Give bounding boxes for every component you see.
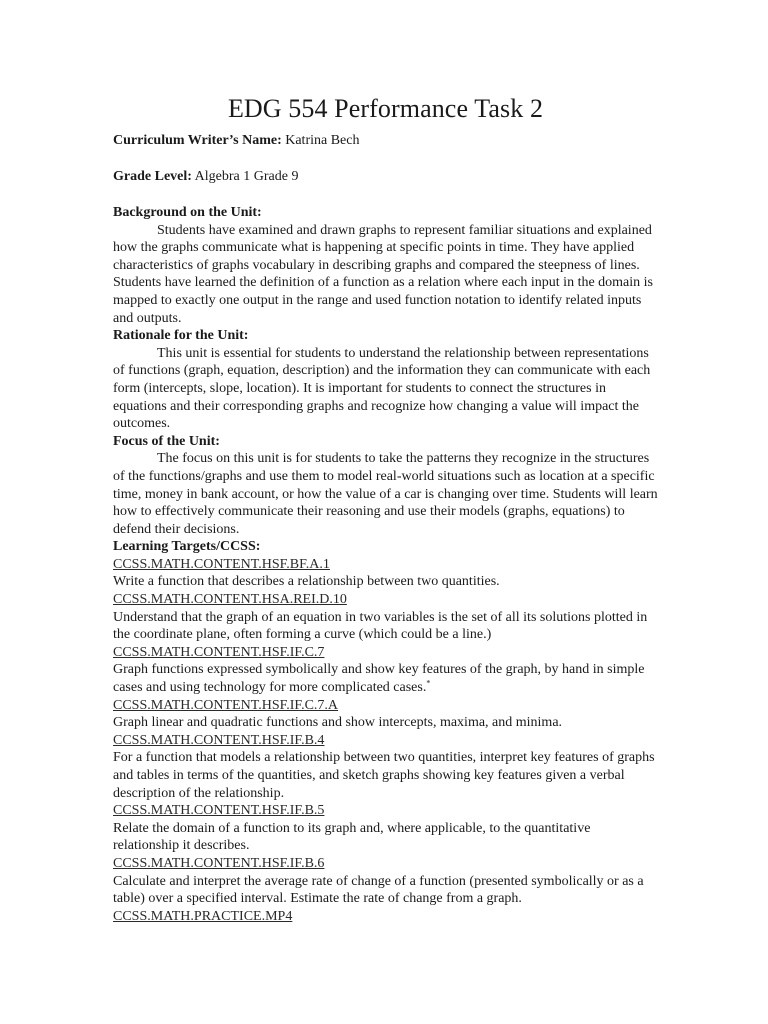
rationale-heading: Rationale for the Unit:	[113, 328, 249, 344]
standard-desc-text: Graph functions expressed symbolically and show key features of the graph, by hand in simple cases and using technology for more complicated cases.	[113, 662, 645, 696]
spacer	[113, 150, 658, 168]
curriculum-writer-label: Curriculum Writer’s Name:	[113, 133, 282, 148]
standard-desc-hsf-bf-a-1: Write a function that describes a relationship between two quantities.	[113, 574, 500, 590]
standard-desc-hsf-if-c-7	[113, 661, 658, 696]
standard-link-hsf-if-b-6[interactable]: CCSS.MATH.CONTENT.HSF.IF.B.6	[113, 855, 325, 871]
standard-desc-hsf-if-b-4: For a function that models a relationship between two quantities, interpret key features of graphs and tables in terms of the quantities, and sketch graphs showing key features given a verbal description of the relationship.	[113, 750, 655, 801]
curriculum-writer-value: Katrina Bech	[285, 133, 360, 148]
background-heading: Background on the Unit:	[113, 205, 262, 220]
focus-text: The focus on this unit is for students to take the patterns they recognize in the structures of the functions/graphs and use them to model real-world situations such as location at a specific time, money in bank account, or how the value of a car is changing over time. Students will learn how to effectively communicate their reasoning and use their models (graphs, equations) to defend their decisions.	[113, 451, 658, 537]
standard-link-hsf-if-c-7[interactable]: CCSS.MATH.CONTENT.HSF.IF.C.7	[113, 644, 325, 660]
grade-level-label: Grade Level:	[113, 169, 192, 184]
learning-targets-heading: Learning Targets/CCSS:	[113, 539, 261, 555]
document-title: EDG 554 Performance Task 2	[227, 94, 544, 123]
footnote-mark: *	[426, 678, 431, 688]
standard-desc-hsf-if-c-7-a: Graph linear and quadratic functions and show intercepts, maxima, and minima.	[113, 715, 563, 731]
curriculum-writer-line	[113, 132, 658, 150]
grade-level-line	[113, 168, 658, 186]
spacer	[113, 186, 658, 204]
standard-desc-hsf-if-b-5: Relate the domain of a function to its graph and, where applicable, to the quantitative relationship it describes.	[113, 820, 591, 854]
focus-heading: Focus of the Unit:	[113, 433, 220, 449]
grade-level-value: Algebra 1 Grade 9	[194, 169, 299, 184]
standard-link-hsf-if-b-4[interactable]: CCSS.MATH.CONTENT.HSF.IF.B.4	[113, 732, 325, 748]
standard-link-hsf-if-c-7-a[interactable]: CCSS.MATH.CONTENT.HSF.IF.C.7.A	[113, 697, 339, 713]
standard-link-hsa-rei-d-10[interactable]: CCSS.MATH.CONTENT.HSA.REI.D.10	[113, 592, 347, 608]
standard-link-hsf-bf-a-1[interactable]: CCSS.MATH.CONTENT.HSF.BF.A.1	[113, 556, 330, 572]
background-text: Students have examined and drawn graphs to represent familiar situations and explained how the graphs communicate what is happening at specific points in time. They have applied characteristics of graphs vocabulary in describing graphs and compared the steepness of lines. Students have learned the definition of a function as a relation where each input in the domain is mapped to exactly one output in the range and used function notation to identify related inputs and outputs.	[113, 222, 653, 326]
standard-desc-hsa-rei-d-10: Understand that the graph of an equation in two variables is the set of all its solutions plotted in the coordinate plane, often forming a curve (which could be a line.)	[113, 609, 648, 643]
document-page	[113, 92, 658, 925]
rationale-text: This unit is essential for students to understand the relationship between representations of functions (graph, equation, description) and the information they can communicate with each form (intercepts, slope, location). It is important for students to connect the structures in equations and their corresponding graphs and recognize how changing a value will impact the outcomes.	[113, 345, 651, 432]
standard-desc-hsf-if-b-6: Calculate and interpret the average rate of change of a function (presented symbolically or as a table) over a specified interval. Estimate the rate of change from a graph.	[113, 873, 644, 907]
standard-link-hsf-if-b-5[interactable]: CCSS.MATH.CONTENT.HSF.IF.B.5	[113, 803, 325, 819]
standard-link-practice-mp4[interactable]: CCSS.MATH.PRACTICE.MP4	[113, 908, 293, 924]
